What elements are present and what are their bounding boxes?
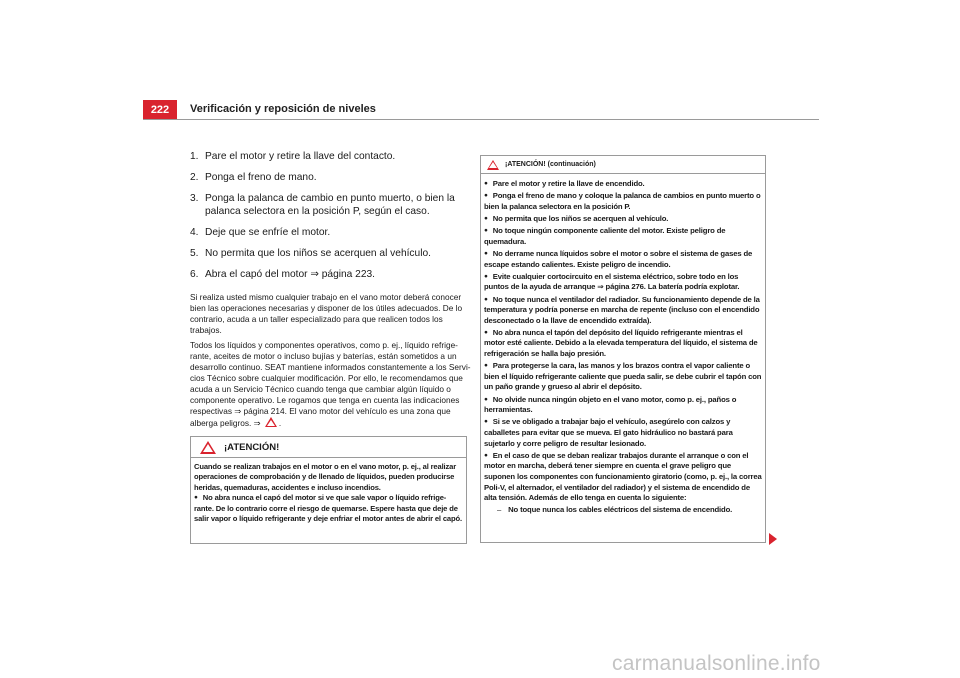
warning-body	[481, 174, 765, 516]
step-item: 1. Pare el motor y retire la llave del contacto.	[190, 151, 396, 162]
step-item: 4. Deje que se enfríe el motor.	[190, 226, 331, 238]
warning-bullet: ● No toque nunca el ventilador del radiador. Su funcionamiento depende de la temperatura y podría ponerse en marcha de repente (incluso con el encendido desconectado o la llave de encendido extraída).	[484, 295, 762, 327]
warning-bullet: ● Pare el motor y retire la llave de encendido.	[484, 179, 762, 190]
reference-arrow-icon: ⇒	[253, 418, 261, 428]
warning-bullet: ● Para protegerse la cara, las manos y los brazos contra el vapor caliente o bien el líquido refrigerante caliente que pueda salir, se debe cubrir el tapón con un paño grande y grueso al abrir el depósito.	[484, 361, 762, 393]
warning-intro: Cuando se realizan trabajos en el motor o en el vano motor, p. ej., al realizar operaciones de comprobación y de llenado de líquidos, pueden producirse heridas, quemaduras, accidentes e incluso incendios.	[194, 462, 457, 492]
warning-triangle-icon	[487, 160, 499, 170]
info-paragraph: Todos los líquidos y componentes operativos, como p. ej., líquido refrige-rante, aceites de motor o incluso bujías y baterías, están sometidos a un desarrollo continuo. SEAT mantiene informados constantemente a los Servi-cios Técnico sobre cualquier modificación. Por ello, le recomendamos que acuda a un Servicio Técnico cuando tenga que cambiar algún líquido o componente operativo. Le rogamos que tenga en cuenta las indicaciones respectivas ⇒ página 214. El vano motor del vehículo es una zona que alberga peligros. ⇒ .	[190, 340, 471, 428]
warning-bullet: ● No olvide nunca ningún objeto en el vano motor, como p. ej., paños o herramientas.	[484, 395, 762, 416]
warning-continued-box	[480, 155, 766, 543]
page-reference-link[interactable]: página 214. El vano motor del vehículo es una zona que alberga peligros.	[190, 406, 451, 428]
warning-bullet: ● No permita que los niños se acerquen al vehículo.	[484, 214, 762, 225]
page-reference-link[interactable]: página 223.	[321, 268, 375, 280]
warning-bullet: ● No toque ningún componente caliente del motor. Existe peligro de quemadura.	[484, 226, 762, 247]
warning-sub-item: – No toque nunca los cables eléctricos del sistema de encendido.	[497, 505, 733, 515]
warning-triangle-icon	[265, 417, 277, 427]
step-item: 3. Ponga la palanca de cambio en punto muerto, o bien la palanca selectora en la posición P, según el caso.	[190, 193, 455, 217]
warning-triangle-icon	[200, 441, 216, 454]
warning-bullet: ● No abra nunca el tapón del depósito del líquido refrigerante mientras el motor esté caliente. Debido a la elevada temperatura del líquido, el sistema de refrigeración se halla bajo presión.	[484, 328, 762, 360]
reference-arrow-icon: ⇒	[310, 268, 319, 280]
page-title: Verificación y reposición de niveles	[190, 103, 376, 115]
warning-bullet: ● Si se ve obligado a trabajar bajo el vehículo, asegúrelo con calzos y caballetes para evitar que se mueva. El gato hidráulico no bastará para sujetarlo y corre peligro de resultar lesionado.	[484, 417, 762, 449]
watermark: carmanualsonline.info	[612, 652, 821, 675]
warning-box	[190, 436, 467, 544]
step-item: 6. Abra el capó del motor ⇒ página 223.	[190, 268, 375, 280]
warning-header	[191, 437, 466, 458]
warning-bullet: ● Ponga el freno de mano y coloque la palanca de cambios en punto muerto o bien la palanca selectora en la posición P.	[484, 191, 762, 212]
header-rule	[143, 119, 819, 120]
reference-arrow-icon: ⇒	[234, 406, 242, 416]
page-number: 222	[143, 100, 177, 120]
warning-title: ¡ATENCIÓN!	[224, 441, 280, 453]
intro-paragraph: Si realiza usted mismo cualquier trabajo en el vano motor deberá conocer bien las operaciones necesarias y disponer de los útiles adecuados. De lo contrario, acuda a un taller especializado para que realicen todos los trabajos.	[190, 292, 463, 335]
step-list	[190, 151, 475, 290]
continue-arrow-icon	[769, 533, 777, 545]
warning-title: ¡ATENCIÓN! (continuación)	[505, 161, 596, 168]
warning-bullet: ● No abra nunca el capó del motor si ve que sale vapor o líquido refrige-rante. De lo contrario corre el riesgo de quemarse. Espere hasta que deje de salir vapor o líquido refrigerante y deje enfriar el motor antes de abrir el capó.	[194, 493, 463, 524]
warning-bullet: ● En el caso de que se deban realizar trabajos durante el arranque o con el motor en marcha, deberá tener siempre en cuenta el grave peligro que suponen los componentes con funcionamiento giratorio (como, p. ej., la correa Poli-V, el alternador, el ventilador del radiador) y el sistema de encendido de alta tensión. Además de ello tenga en cuenta lo siguiente:	[484, 451, 762, 504]
step-item: 2. Ponga el freno de mano.	[190, 172, 317, 183]
step-item: 5. No permita que los niños se acerquen al vehículo.	[190, 247, 431, 259]
warning-body	[191, 458, 466, 524]
warning-header	[481, 156, 765, 174]
warning-bullet: ● Evite cualquier cortocircuito en el sistema eléctrico, sobre todo en los puntos de la ayuda de arranque ⇒ página 276. La batería podría explotar.	[484, 272, 762, 293]
warning-bullet: ● No derrame nunca líquidos sobre el motor o sobre el sistema de gases de escape estando calientes. Existe peligro de incendio.	[484, 249, 762, 270]
